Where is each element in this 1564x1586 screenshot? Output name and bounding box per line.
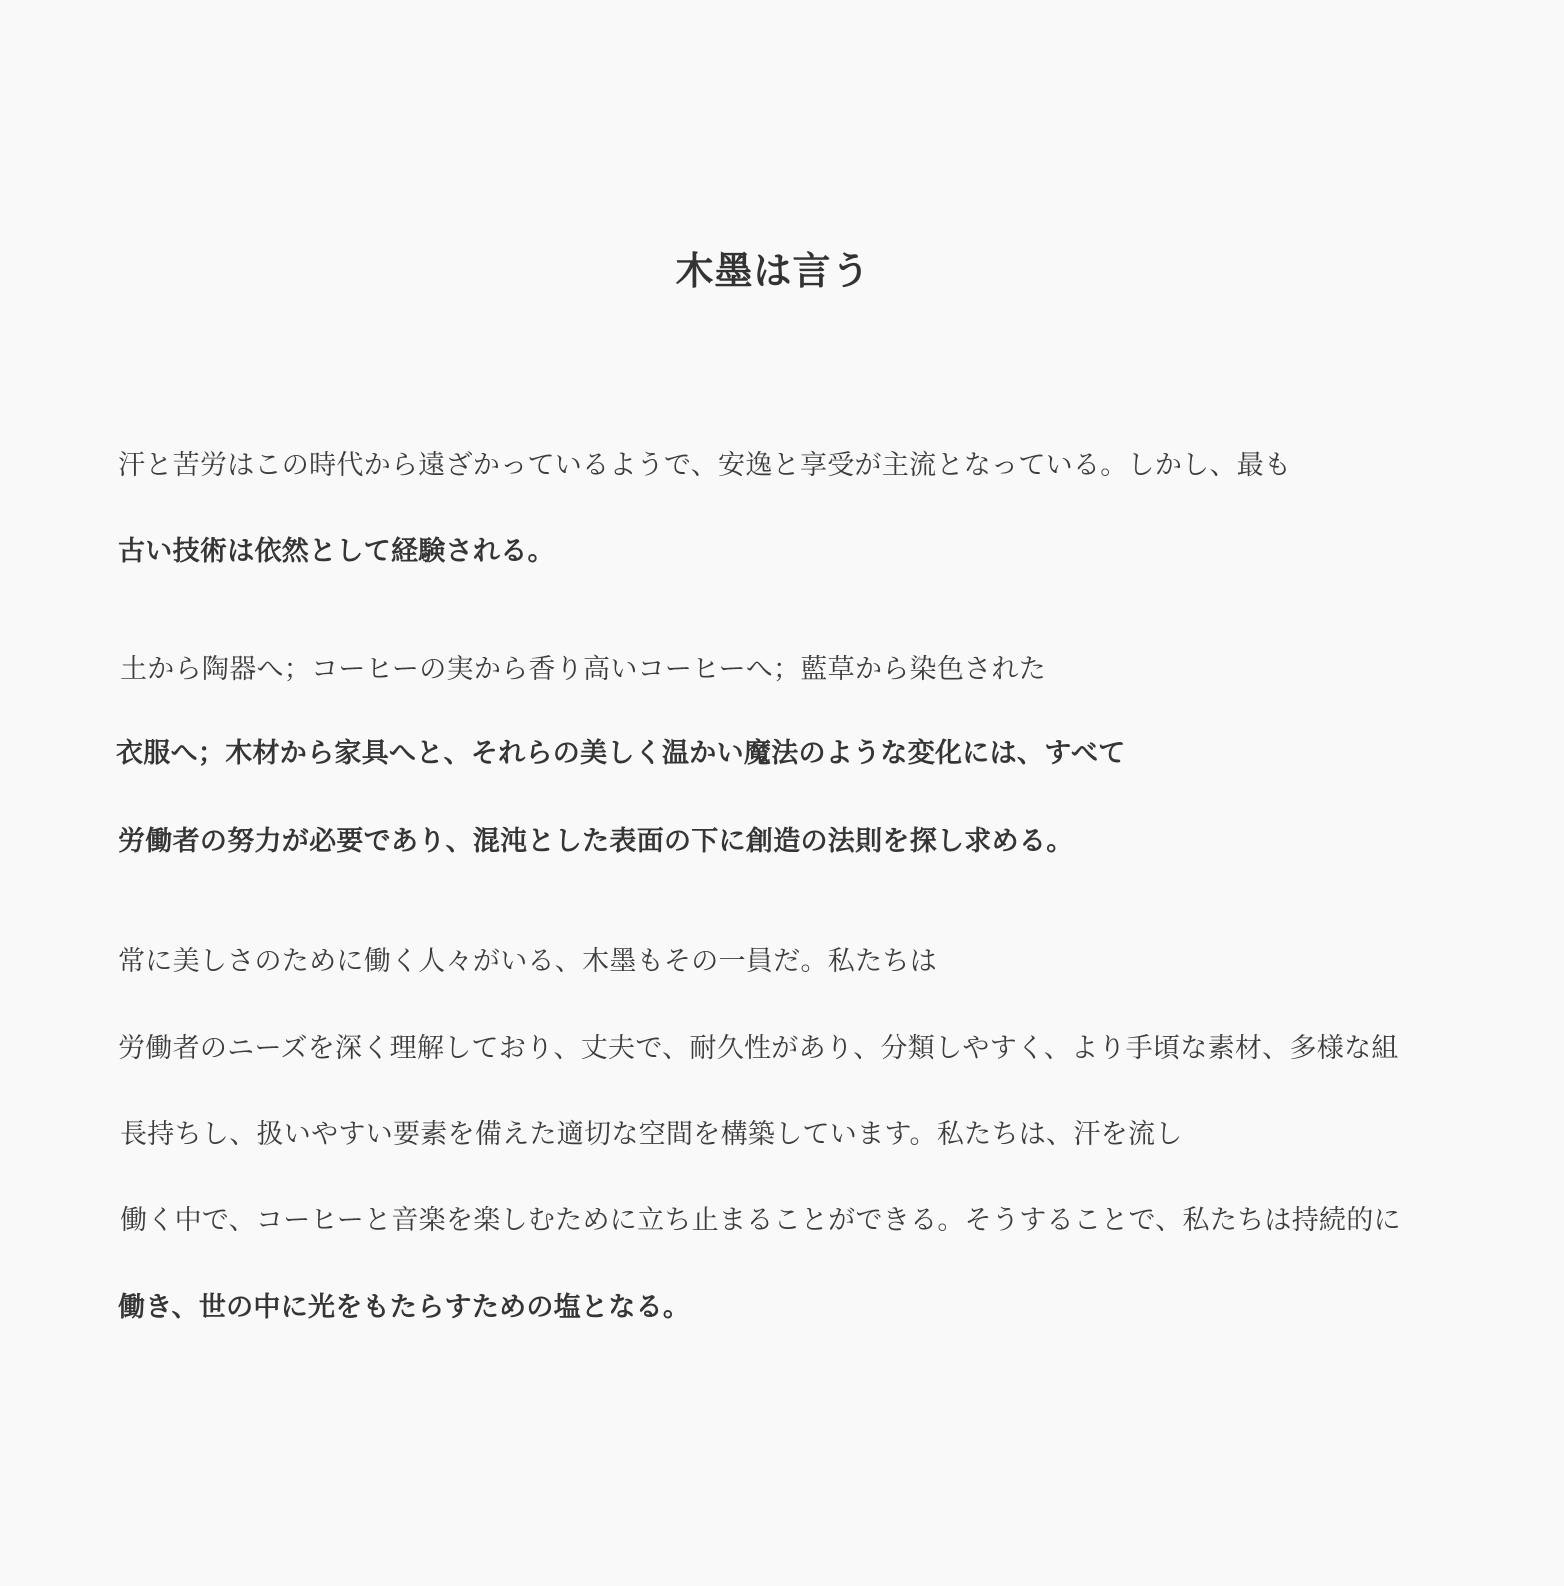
paragraph-1-line-1: 汗と苦労はこの時代から遠ざかっているようで、安逸と享受が主流となっている。しかし、最も <box>118 450 1292 481</box>
paragraph-3-line-4: 働く中で、コーヒーと音楽を楽しむために立ち止まることができる。そうすることで、私たちは持続的に <box>120 1205 1401 1236</box>
paragraph-1-line-2: 古い技術は依然として経験される。 <box>118 536 555 567</box>
paragraph-3-line-1: 常に美しさのために働く人々がいる、木墨もその一員だ。私たちは <box>118 946 937 977</box>
paragraph-2-line-3: 労働者の努力が必要であり、混沌とした表面の下に創造の法則を探し求める。 <box>118 826 1074 857</box>
paragraph-3-line-5: 働き、世の中に光をもたらすための塩となる。 <box>118 1292 691 1323</box>
paragraph-2-line-1: 土から陶器へ；コーヒーの実から香り高いコーヒーへ；藍草から染色された <box>120 654 1047 685</box>
paragraph-3-line-2: 労働者のニーズを深く理解しており、丈夫で、耐久性があり、分類しやすく、より手頃な素材、多様な組 <box>118 1033 1399 1064</box>
paragraph-2-line-2: 衣服へ；木材から家具へと、それらの美しく温かい魔法のような変化には、すべて <box>116 738 1126 769</box>
paragraph-3-line-3: 長持ちし、扱いやすい要素を備えた適切な空間を構築しています。私たちは、汗を流し <box>120 1119 1183 1150</box>
page-title: 木墨は言う <box>675 249 871 293</box>
